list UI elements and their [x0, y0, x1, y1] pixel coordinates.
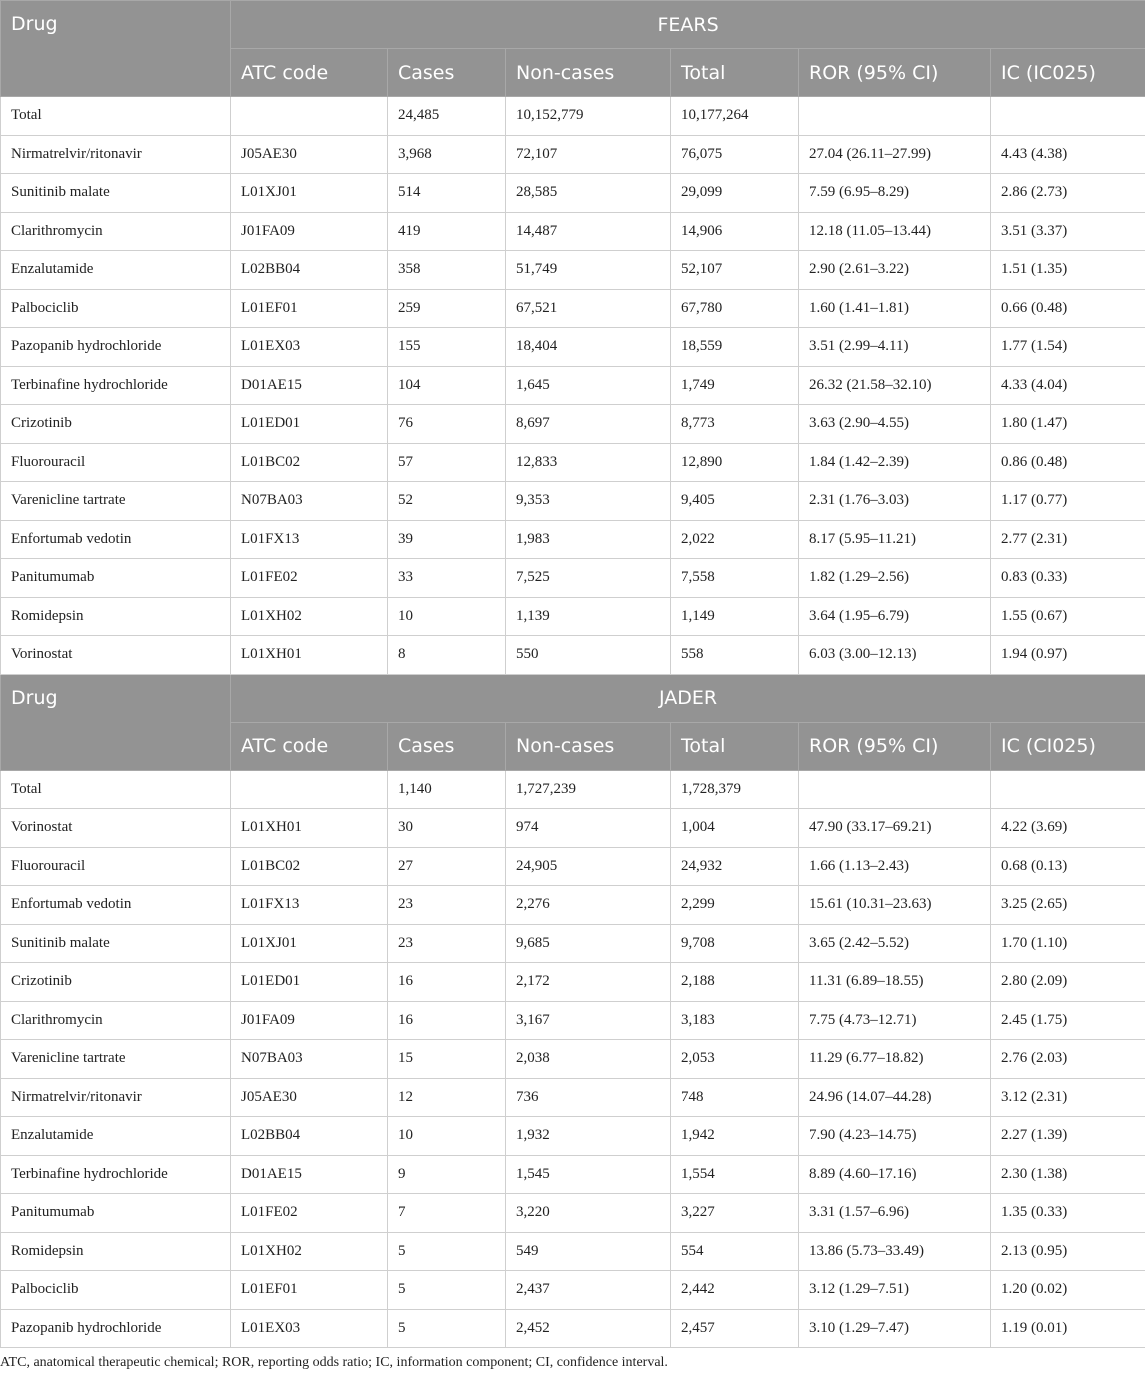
- cell-ror-ci: 2.31 (1.76–3.03): [799, 482, 991, 521]
- drug-column-header: Drug: [1, 1, 231, 97]
- cell-ic-value: 2.80 (2.09): [991, 963, 1145, 1002]
- cell-cases: 358: [388, 251, 506, 290]
- cell-total: 7,558: [671, 559, 799, 598]
- cell-cases: 5: [388, 1309, 506, 1348]
- cell-atc-code: L01FE02: [231, 559, 388, 598]
- column-header-ic: IC (IC025): [991, 49, 1145, 97]
- cell-ror-ci: 7.90 (4.23–14.75): [799, 1117, 991, 1156]
- cell-ror-ci: 6.03 (3.00–12.13): [799, 636, 991, 675]
- cell-cases: 52: [388, 482, 506, 521]
- cell-total: 3,227: [671, 1194, 799, 1233]
- table-row: [1, 366, 1145, 405]
- table-row: [1, 597, 1145, 636]
- cell-non-cases: 14,487: [506, 212, 671, 251]
- cell-ror-ci: 3.65 (2.42–5.52): [799, 924, 991, 963]
- cell-cases: 76: [388, 405, 506, 444]
- cell-drug-name: Palbociclib: [1, 289, 231, 328]
- cell-ic-value: 0.86 (0.48): [991, 443, 1145, 482]
- cell-total: 18,559: [671, 328, 799, 367]
- cell-atc-code: N07BA03: [231, 482, 388, 521]
- cell-total: 2,457: [671, 1309, 799, 1348]
- cell-non-cases: 2,452: [506, 1309, 671, 1348]
- cell-ic-value: 4.43 (4.38): [991, 135, 1145, 174]
- cell-ic-value: 1.20 (0.02): [991, 1271, 1145, 1310]
- cell-atc-code: L01XJ01: [231, 924, 388, 963]
- cell-ic-value: 2.30 (1.38): [991, 1155, 1145, 1194]
- table-row: [1, 1271, 1145, 1310]
- cell-atc-code: L01ED01: [231, 405, 388, 444]
- cell-ic-value: 1.55 (0.67): [991, 597, 1145, 636]
- cell-ror-ci: 13.86 (5.73–33.49): [799, 1232, 991, 1271]
- cell-ic-value: 2.86 (2.73): [991, 174, 1145, 213]
- cell-atc-code: L01BC02: [231, 847, 388, 886]
- cell-drug-name: Romidepsin: [1, 1232, 231, 1271]
- table-footnote: ATC, anatomical therapeutic chemical; ROR, reporting odds ratio; IC, information component; CI, confidence interval.: [0, 1355, 668, 1370]
- cell-drug-name: Enfortumab vedotin: [1, 886, 231, 925]
- cell-total: 1,749: [671, 366, 799, 405]
- cell-ror-ci: 3.12 (1.29–7.51): [799, 1271, 991, 1310]
- cell-atc-code: [231, 97, 388, 136]
- table-row: [1, 97, 1145, 136]
- cell-ror-ci: 3.10 (1.29–7.47): [799, 1309, 991, 1348]
- cell-non-cases: 67,521: [506, 289, 671, 328]
- cell-total: 10,177,264: [671, 97, 799, 136]
- cell-drug-name: Enfortumab vedotin: [1, 520, 231, 559]
- cell-cases: 514: [388, 174, 506, 213]
- cell-non-cases: 8,697: [506, 405, 671, 444]
- cell-ic-value: 1.70 (1.10): [991, 924, 1145, 963]
- table-row: [1, 1001, 1145, 1040]
- cell-cases: 33: [388, 559, 506, 598]
- cell-ror-ci: 3.31 (1.57–6.96): [799, 1194, 991, 1233]
- cell-drug-name: Clarithromycin: [1, 212, 231, 251]
- cell-drug-name: Vorinostat: [1, 636, 231, 675]
- table-row: [1, 328, 1145, 367]
- cell-non-cases: 2,276: [506, 886, 671, 925]
- table-row: [1, 1155, 1145, 1194]
- cell-drug-name: Enzalutamide: [1, 1117, 231, 1156]
- cell-non-cases: 3,167: [506, 1001, 671, 1040]
- cell-ror-ci: 3.63 (2.90–4.55): [799, 405, 991, 444]
- table-row: [1, 289, 1145, 328]
- cell-cases: 23: [388, 924, 506, 963]
- cell-ror-ci: 2.90 (2.61–3.22): [799, 251, 991, 290]
- cell-ic-value: 1.51 (1.35): [991, 251, 1145, 290]
- cell-total: 554: [671, 1232, 799, 1271]
- table-row: [1, 482, 1145, 521]
- cell-cases: 259: [388, 289, 506, 328]
- cell-non-cases: 1,727,239: [506, 770, 671, 809]
- cell-cases: 10: [388, 1117, 506, 1156]
- table-row: [1, 1194, 1145, 1233]
- cell-atc-code: N07BA03: [231, 1040, 388, 1079]
- cell-total: 24,932: [671, 847, 799, 886]
- table-row: [1, 405, 1145, 444]
- cell-ror-ci: [799, 770, 991, 809]
- column-header-ic: IC (CI025): [991, 722, 1145, 770]
- cell-atc-code: [231, 770, 388, 809]
- cell-atc-code: L01FX13: [231, 886, 388, 925]
- cell-cases: 30: [388, 809, 506, 848]
- column-header: Total: [671, 722, 799, 770]
- cell-drug-name: Nirmatrelvir/ritonavir: [1, 1078, 231, 1117]
- cell-cases: 57: [388, 443, 506, 482]
- table-row: [1, 443, 1145, 482]
- cell-atc-code: L01XH01: [231, 809, 388, 848]
- column-header: Cases: [388, 722, 506, 770]
- cell-total: 9,405: [671, 482, 799, 521]
- cell-drug-name: Panitumumab: [1, 1194, 231, 1233]
- cell-cases: 16: [388, 963, 506, 1002]
- database-group-header: JADER: [231, 674, 1145, 722]
- cell-non-cases: 736: [506, 1078, 671, 1117]
- cell-drug-name: Terbinafine hydrochloride: [1, 1155, 231, 1194]
- cell-ror-ci: 1.84 (1.42–2.39): [799, 443, 991, 482]
- table-row: [1, 636, 1145, 675]
- cell-atc-code: L02BB04: [231, 1117, 388, 1156]
- column-header-ror: ROR (95% CI): [799, 49, 991, 97]
- cell-total: 1,728,379: [671, 770, 799, 809]
- cell-non-cases: 10,152,779: [506, 97, 671, 136]
- cell-non-cases: 24,905: [506, 847, 671, 886]
- cell-atc-code: J01FA09: [231, 212, 388, 251]
- cell-non-cases: 51,749: [506, 251, 671, 290]
- cell-drug-name: Crizotinib: [1, 963, 231, 1002]
- cell-cases: 419: [388, 212, 506, 251]
- cell-cases: 15: [388, 1040, 506, 1079]
- cell-non-cases: 549: [506, 1232, 671, 1271]
- cell-total: 67,780: [671, 289, 799, 328]
- table-row: [1, 1232, 1145, 1271]
- cell-ic-value: 3.12 (2.31): [991, 1078, 1145, 1117]
- cell-atc-code: L01XH02: [231, 1232, 388, 1271]
- cell-cases: 104: [388, 366, 506, 405]
- cell-ror-ci: 11.29 (6.77–18.82): [799, 1040, 991, 1079]
- cell-atc-code: L01ED01: [231, 963, 388, 1002]
- cell-non-cases: 72,107: [506, 135, 671, 174]
- table-row: [1, 1117, 1145, 1156]
- cell-drug-name: Vorinostat: [1, 809, 231, 848]
- table-row: [1, 770, 1145, 809]
- cell-non-cases: 28,585: [506, 174, 671, 213]
- cell-atc-code: L01XJ01: [231, 174, 388, 213]
- cell-atc-code: L01EX03: [231, 1309, 388, 1348]
- cell-ic-value: [991, 770, 1145, 809]
- cell-ror-ci: 1.66 (1.13–2.43): [799, 847, 991, 886]
- table-row: [1, 559, 1145, 598]
- cell-cases: 9: [388, 1155, 506, 1194]
- column-header-ror: ROR (95% CI): [799, 722, 991, 770]
- cell-total: 1,942: [671, 1117, 799, 1156]
- cell-ic-value: 0.83 (0.33): [991, 559, 1145, 598]
- cell-cases: 23: [388, 886, 506, 925]
- cell-ror-ci: 8.89 (4.60–17.16): [799, 1155, 991, 1194]
- cell-atc-code: L01FE02: [231, 1194, 388, 1233]
- column-header: Cases: [388, 49, 506, 97]
- cell-ror-ci: 7.59 (6.95–8.29): [799, 174, 991, 213]
- cell-drug-name: Palbociclib: [1, 1271, 231, 1310]
- cell-non-cases: 12,833: [506, 443, 671, 482]
- cell-ic-value: 4.22 (3.69): [991, 809, 1145, 848]
- column-header: Total: [671, 49, 799, 97]
- cell-non-cases: 1,139: [506, 597, 671, 636]
- cell-drug-name: Clarithromycin: [1, 1001, 231, 1040]
- column-header: ATC code: [231, 722, 388, 770]
- table-row: [1, 886, 1145, 925]
- column-header: Non-cases: [506, 49, 671, 97]
- cell-cases: 5: [388, 1271, 506, 1310]
- cell-non-cases: 550: [506, 636, 671, 675]
- cell-ror-ci: 27.04 (26.11–27.99): [799, 135, 991, 174]
- cell-ic-value: 1.19 (0.01): [991, 1309, 1145, 1348]
- cell-drug-name: Terbinafine hydrochloride: [1, 366, 231, 405]
- table-row: [1, 251, 1145, 290]
- cell-cases: 12: [388, 1078, 506, 1117]
- cell-drug-name: Total: [1, 97, 231, 136]
- cell-atc-code: J05AE30: [231, 1078, 388, 1117]
- cell-total: 2,188: [671, 963, 799, 1002]
- cell-ic-value: 3.25 (2.65): [991, 886, 1145, 925]
- cell-cases: 1,140: [388, 770, 506, 809]
- cell-atc-code: J05AE30: [231, 135, 388, 174]
- cell-non-cases: 1,545: [506, 1155, 671, 1194]
- cell-cases: 5: [388, 1232, 506, 1271]
- cell-ror-ci: 1.82 (1.29–2.56): [799, 559, 991, 598]
- header-row-group: [1, 674, 1145, 722]
- cell-drug-name: Panitumumab: [1, 559, 231, 598]
- cell-cases: 27: [388, 847, 506, 886]
- cell-ror-ci: 26.32 (21.58–32.10): [799, 366, 991, 405]
- cell-non-cases: 3,220: [506, 1194, 671, 1233]
- cell-ic-value: 2.45 (1.75): [991, 1001, 1145, 1040]
- cell-total: 2,053: [671, 1040, 799, 1079]
- table-row: [1, 847, 1145, 886]
- cell-drug-name: Romidepsin: [1, 597, 231, 636]
- cell-cases: 3,968: [388, 135, 506, 174]
- cell-drug-name: Varenicline tartrate: [1, 1040, 231, 1079]
- cell-total: 1,554: [671, 1155, 799, 1194]
- cell-atc-code: L02BB04: [231, 251, 388, 290]
- cell-ror-ci: 8.17 (5.95–11.21): [799, 520, 991, 559]
- cell-ic-value: 1.35 (0.33): [991, 1194, 1145, 1233]
- cell-total: 3,183: [671, 1001, 799, 1040]
- cell-total: 748: [671, 1078, 799, 1117]
- cell-ic-value: 2.13 (0.95): [991, 1232, 1145, 1271]
- cell-total: 12,890: [671, 443, 799, 482]
- table-row: [1, 809, 1145, 848]
- table-row: [1, 1078, 1145, 1117]
- cell-ic-value: 0.68 (0.13): [991, 847, 1145, 886]
- cell-ror-ci: 24.96 (14.07–44.28): [799, 1078, 991, 1117]
- column-header: ATC code: [231, 49, 388, 97]
- cell-total: 52,107: [671, 251, 799, 290]
- cell-ic-value: 2.77 (2.31): [991, 520, 1145, 559]
- cell-ror-ci: 3.64 (1.95–6.79): [799, 597, 991, 636]
- cell-total: 2,299: [671, 886, 799, 925]
- table-row: [1, 963, 1145, 1002]
- cell-ic-value: [991, 97, 1145, 136]
- cell-drug-name: Total: [1, 770, 231, 809]
- cell-total: 1,004: [671, 809, 799, 848]
- cell-drug-name: Varenicline tartrate: [1, 482, 231, 521]
- cell-non-cases: 974: [506, 809, 671, 848]
- cell-ror-ci: 47.90 (33.17–69.21): [799, 809, 991, 848]
- cell-total: 558: [671, 636, 799, 675]
- cell-cases: 24,485: [388, 97, 506, 136]
- cell-ror-ci: 7.75 (4.73–12.71): [799, 1001, 991, 1040]
- cell-total: 8,773: [671, 405, 799, 444]
- cell-non-cases: 2,172: [506, 963, 671, 1002]
- cell-atc-code: L01BC02: [231, 443, 388, 482]
- cell-ic-value: 3.51 (3.37): [991, 212, 1145, 251]
- cell-non-cases: 9,353: [506, 482, 671, 521]
- cell-non-cases: 9,685: [506, 924, 671, 963]
- cell-drug-name: Sunitinib malate: [1, 924, 231, 963]
- cell-ror-ci: 3.51 (2.99–4.11): [799, 328, 991, 367]
- cell-ic-value: 2.27 (1.39): [991, 1117, 1145, 1156]
- cell-drug-name: Fluorouracil: [1, 847, 231, 886]
- cell-atc-code: L01EF01: [231, 289, 388, 328]
- cell-ic-value: 0.66 (0.48): [991, 289, 1145, 328]
- cell-atc-code: D01AE15: [231, 1155, 388, 1194]
- table-row: [1, 1040, 1145, 1079]
- cell-cases: 155: [388, 328, 506, 367]
- cell-total: 2,442: [671, 1271, 799, 1310]
- cell-drug-name: Nirmatrelvir/ritonavir: [1, 135, 231, 174]
- cell-non-cases: 2,038: [506, 1040, 671, 1079]
- cell-atc-code: J01FA09: [231, 1001, 388, 1040]
- cell-total: 29,099: [671, 174, 799, 213]
- table-row: [1, 135, 1145, 174]
- cell-ic-value: 2.76 (2.03): [991, 1040, 1145, 1079]
- cell-cases: 10: [388, 597, 506, 636]
- cell-ic-value: 1.94 (0.97): [991, 636, 1145, 675]
- table-row: [1, 174, 1145, 213]
- cell-atc-code: L01XH02: [231, 597, 388, 636]
- cell-drug-name: Sunitinib malate: [1, 174, 231, 213]
- cell-atc-code: L01XH01: [231, 636, 388, 675]
- cell-ic-value: 4.33 (4.04): [991, 366, 1145, 405]
- cell-atc-code: L01EF01: [231, 1271, 388, 1310]
- column-header: Non-cases: [506, 722, 671, 770]
- cell-total: 2,022: [671, 520, 799, 559]
- cell-drug-name: Crizotinib: [1, 405, 231, 444]
- table-row: [1, 520, 1145, 559]
- cell-non-cases: 7,525: [506, 559, 671, 598]
- cell-drug-name: Pazopanib hydrochloride: [1, 328, 231, 367]
- database-group-header: FEARS: [231, 1, 1145, 49]
- cell-cases: 7: [388, 1194, 506, 1233]
- cell-non-cases: 1,645: [506, 366, 671, 405]
- drug-column-header: Drug: [1, 674, 231, 770]
- table-row: [1, 924, 1145, 963]
- cell-total: 9,708: [671, 924, 799, 963]
- cell-total: 1,149: [671, 597, 799, 636]
- cell-atc-code: L01FX13: [231, 520, 388, 559]
- cell-ror-ci: 12.18 (11.05–13.44): [799, 212, 991, 251]
- cell-ror-ci: 1.60 (1.41–1.81): [799, 289, 991, 328]
- cell-cases: 39: [388, 520, 506, 559]
- table-row: [1, 1309, 1145, 1348]
- header-row-group: [1, 1, 1145, 49]
- cell-ror-ci: 11.31 (6.89–18.55): [799, 963, 991, 1002]
- cell-cases: 16: [388, 1001, 506, 1040]
- cell-drug-name: Enzalutamide: [1, 251, 231, 290]
- cell-ic-value: 1.80 (1.47): [991, 405, 1145, 444]
- cell-atc-code: D01AE15: [231, 366, 388, 405]
- cell-non-cases: 2,437: [506, 1271, 671, 1310]
- table-row: [1, 212, 1145, 251]
- cell-non-cases: 18,404: [506, 328, 671, 367]
- cell-ic-value: 1.77 (1.54): [991, 328, 1145, 367]
- cell-ror-ci: [799, 97, 991, 136]
- cell-ic-value: 1.17 (0.77): [991, 482, 1145, 521]
- cell-total: 76,075: [671, 135, 799, 174]
- cell-ror-ci: 15.61 (10.31–23.63): [799, 886, 991, 925]
- cell-non-cases: 1,932: [506, 1117, 671, 1156]
- cell-cases: 8: [388, 636, 506, 675]
- cell-non-cases: 1,983: [506, 520, 671, 559]
- cell-atc-code: L01EX03: [231, 328, 388, 367]
- cell-drug-name: Pazopanib hydrochloride: [1, 1309, 231, 1348]
- cell-total: 14,906: [671, 212, 799, 251]
- cell-drug-name: Fluorouracil: [1, 443, 231, 482]
